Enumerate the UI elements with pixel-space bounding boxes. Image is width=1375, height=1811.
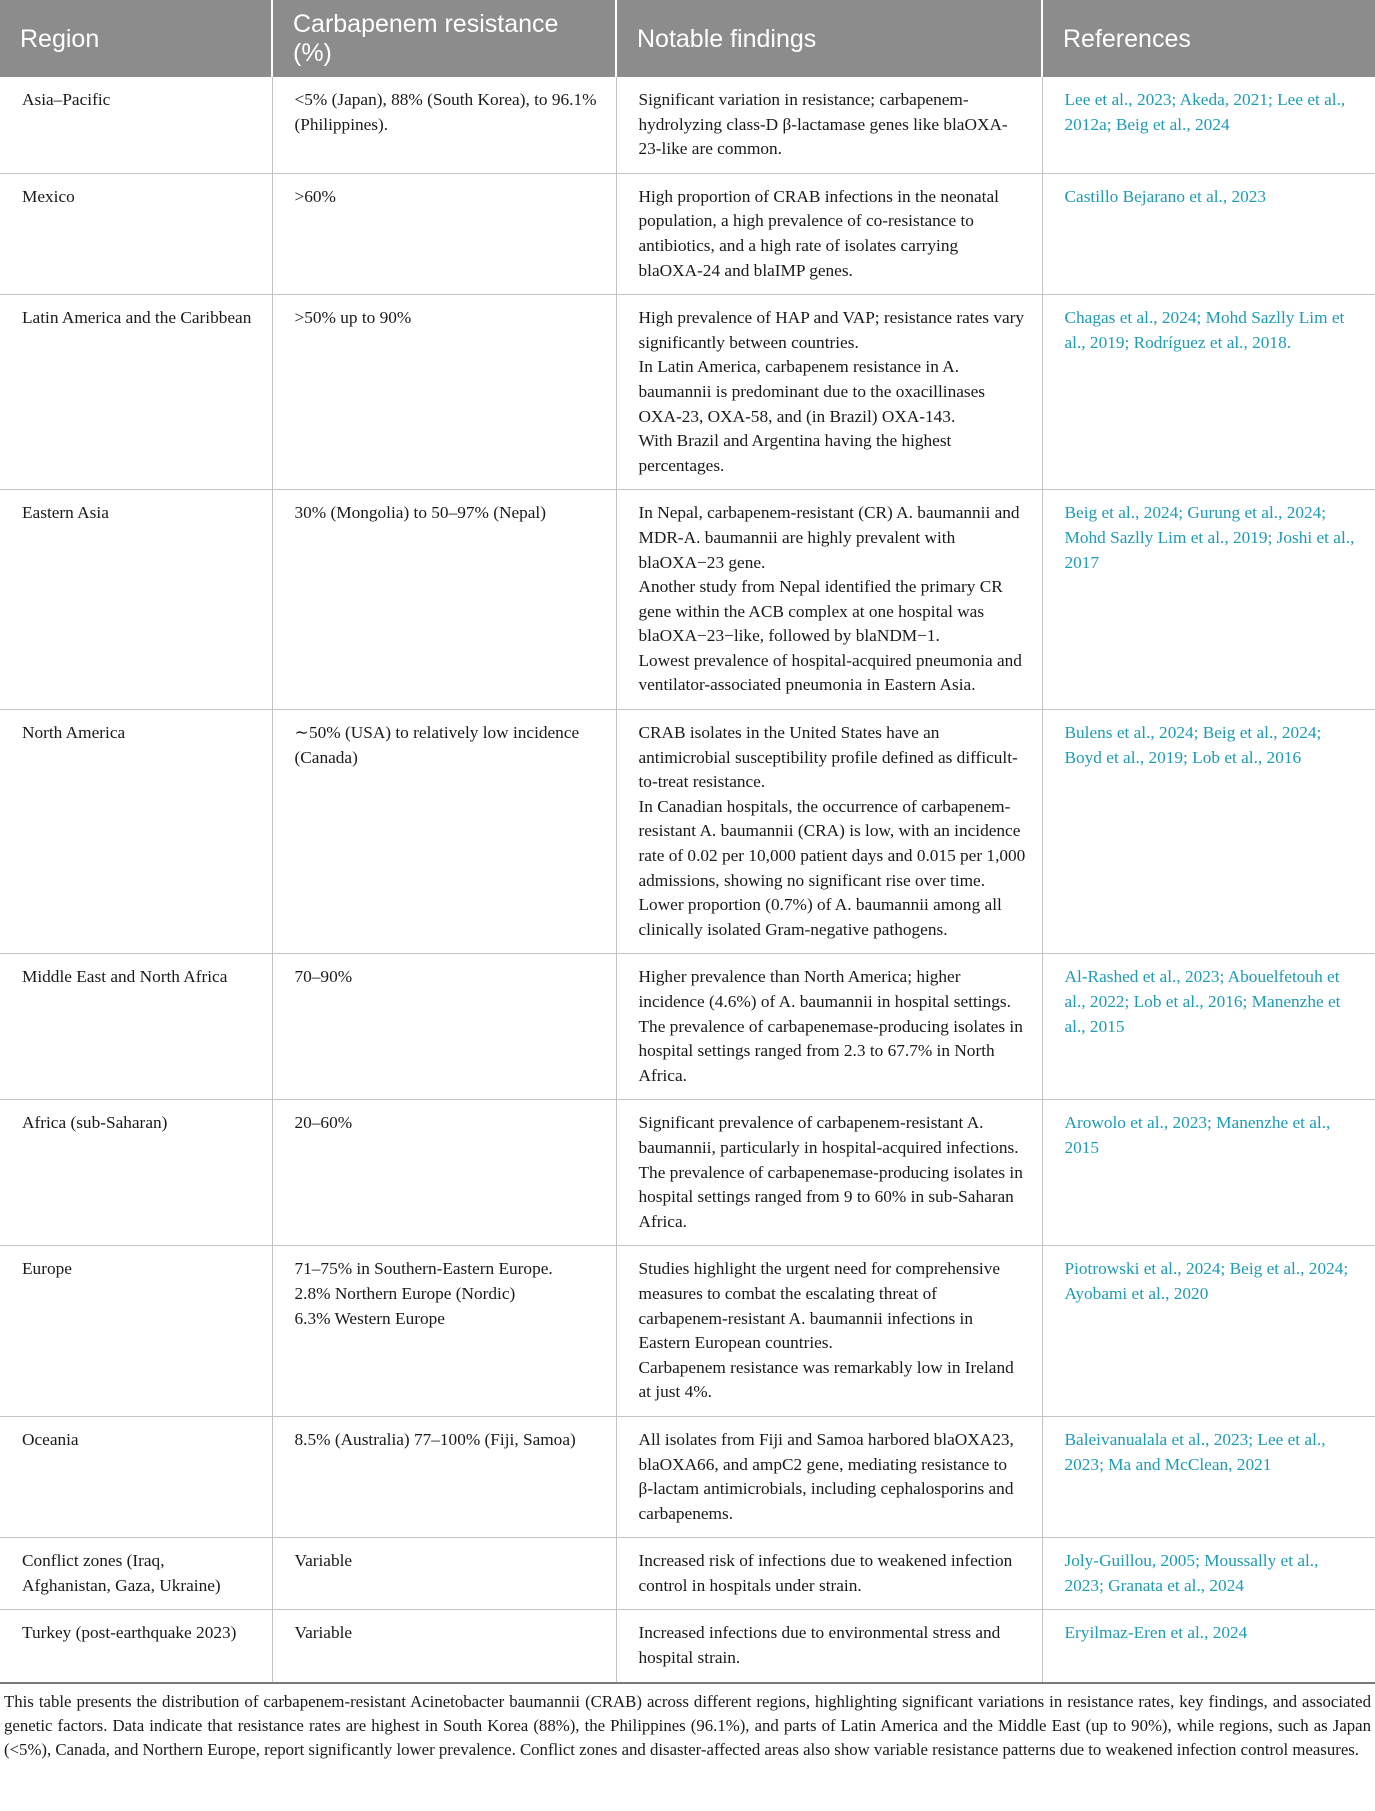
finding-text: Lowest prevalence of hospital-acquired pneumonia and ventilator-associated pneumonia in Eastern Asia. <box>638 650 1022 695</box>
references-cell[interactable]: Piotrowski et al., 2024; Beig et al., 2024; Ayobami et al., 2020 <box>1042 1246 1375 1417</box>
finding-text: All isolates from Fiji and Samoa harbored blaOXA23, blaOXA66, and ampC2 gene, mediating resistance to β-lactam antimicrobials, including cephalosporins and carbapenems. <box>638 1429 1014 1523</box>
references-cell[interactable]: Lee et al., 2023; Akeda, 2021; Lee et al., 2012a; Beig et al., 2024 <box>1042 77 1375 173</box>
finding-text: Carbapenem resistance was remarkably low in Ireland at just 4%. <box>638 1357 1014 1402</box>
region-cell: Turkey (post-earthquake 2023) <box>0 1610 272 1683</box>
finding-text: Lower proportion (0.7%) of A. baumannii among all clinically isolated Gram-negative pathogens. <box>638 895 1002 939</box>
table-row <box>0 710 1375 954</box>
resistance-cell: >50% up to 90% <box>272 295 616 490</box>
findings-cell <box>616 1246 1042 1417</box>
region-cell: Eastern Asia <box>0 490 272 710</box>
findings-cell <box>616 173 1042 294</box>
finding-text: Higher prevalence than North America; higher incidence (4.6%) of A. baumannii in hospital settings. <box>638 967 1011 1011</box>
references-cell[interactable]: Bulens et al., 2024; Beig et al., 2024; Boyd et al., 2019; Lob et al., 2016 <box>1042 710 1375 954</box>
finding-text: With Brazil and Argentina having the highest percentages. <box>638 431 952 475</box>
resistance-line: 2.8% Northern Europe (Nordic) <box>294 1283 516 1303</box>
resistance-cell: 70–90% <box>272 954 616 1100</box>
resistance-cell: <5% (Japan), 88% (South Korea), to 96.1% (Philippines). <box>272 77 616 173</box>
references-cell[interactable]: Joly-Guillou, 2005; Moussally et al., 2023; Granata et al., 2024 <box>1042 1538 1375 1610</box>
table-row <box>0 954 1375 1100</box>
table-footnote: This table presents the distribution of carbapenem-resistant Acinetobacter baumannii (CRAB) across different regions, highlighting significant variations in resistance rates, key findings, and associated genetic factors. Data indicate that resistance rates are highest in South Korea (88%), the Philippines (96.1%), and parts of Latin America and the Middle East (up to 90%), while regions, such as Japan (<5%), Canada, and Northern Europe, report significantly lower prevalence. Conflict zones and disaster-affected areas also show variable resistance patterns due to weakened infection control measures. <box>4 1691 1371 1759</box>
references-cell[interactable]: Chagas et al., 2024; Mohd Sazlly Lim et al., 2019; Rodríguez et al., 2018. <box>1042 295 1375 490</box>
resistance-cell: Variable <box>272 1610 616 1683</box>
finding-text: Significant variation in resistance; carbapenem-hydrolyzing class-D β-lactamase genes like blaOXA-23-like are common. <box>638 90 1008 159</box>
finding-text: In Canadian hospitals, the occurrence of carbapenem-resistant A. baumannii (CRA) is low, with an incidence rate of 0.02 per 10,000 patient days and 0.015 per 1,000 admissions, showing no significant rise over time. <box>638 796 1026 890</box>
finding-text: The prevalence of carbapenemase-producing isolates in hospital settings ranged from 9 to 60% in sub-Saharan Africa. <box>638 1162 1023 1231</box>
findings-cell <box>616 1416 1042 1537</box>
findings-cell <box>616 1100 1042 1246</box>
header-findings: Notable findings <box>616 0 1042 77</box>
region-cell: Middle East and North Africa <box>0 954 272 1100</box>
header-region: Region <box>0 0 272 77</box>
findings-cell <box>616 77 1042 173</box>
header-resistance: Carbapenem resistance (%) <box>272 0 616 77</box>
finding-text: Increased infections due to environmental stress and hospital strain. <box>638 1623 1001 1668</box>
table-row <box>0 1610 1375 1683</box>
region-cell: Oceania <box>0 1416 272 1537</box>
resistance-cell: Variable <box>272 1538 616 1610</box>
table-row <box>0 1416 1375 1537</box>
references-cell[interactable]: Baleivanualala et al., 2023; Lee et al., 2023; Ma and McClean, 2021 <box>1042 1416 1375 1537</box>
references-cell[interactable]: Eryilmaz-Eren et al., 2024 <box>1042 1610 1375 1683</box>
region-cell: Latin America and the Caribbean <box>0 295 272 490</box>
findings-cell <box>616 710 1042 954</box>
finding-text: CRAB isolates in the United States have an antimicrobial susceptibility profile defined as difficult-to-treat resistance. <box>638 723 1018 792</box>
region-cell: Conflict zones (Iraq, Afghanistan, Gaza, Ukraine) <box>0 1538 272 1610</box>
finding-text: High proportion of CRAB infections in the neonatal population, a high prevalence of co-resistance to antibiotics, and a high rate of isolates carrying blaOXA-24 and blaIMP genes. <box>638 186 999 280</box>
finding-text: Significant prevalence of carbapenem-resistant A. baumannii, particularly in hospital-acquired infections. <box>638 1113 1019 1157</box>
region-cell: Africa (sub-Saharan) <box>0 1100 272 1246</box>
references-cell[interactable]: Al-Rashed et al., 2023; Abouelfetouh et al., 2022; Lob et al., 2016; Manenzhe et al., 2015 <box>1042 954 1375 1100</box>
finding-text: In Latin America, carbapenem resistance in A. baumannii is predominant due to the oxacillinases OXA-23, OXA-58, and (in Brazil) OXA-143. <box>638 357 986 426</box>
findings-cell <box>616 954 1042 1100</box>
resistance-line: 6.3% Western Europe <box>294 1308 445 1328</box>
finding-text: Studies highlight the urgent need for comprehensive measures to combat the escalating threat of carbapenem-resistant A. baumannii infections in Eastern European countries. <box>638 1259 1001 1353</box>
header-references: References <box>1042 0 1375 77</box>
findings-cell <box>616 1538 1042 1610</box>
table-row <box>0 295 1375 490</box>
finding-text: Increased risk of infections due to weakened infection control in hospitals under strain. <box>638 1551 1013 1595</box>
finding-text: In Nepal, carbapenem-resistant (CR) A. baumannii and MDR-A. baumannii are highly prevalent with blaOXA−23 gene. <box>638 503 1020 572</box>
findings-cell <box>616 1610 1042 1683</box>
table-row <box>0 1538 1375 1610</box>
table-row <box>0 77 1375 173</box>
region-cell: Europe <box>0 1246 272 1417</box>
references-cell[interactable]: Castillo Bejarano et al., 2023 <box>1042 173 1375 294</box>
findings-cell <box>616 490 1042 710</box>
references-cell[interactable]: Arowolo et al., 2023; Manenzhe et al., 2015 <box>1042 1100 1375 1246</box>
region-cell: Mexico <box>0 173 272 294</box>
findings-cell <box>616 295 1042 490</box>
table-row <box>0 490 1375 710</box>
table-row <box>0 173 1375 294</box>
resistance-cell: >60% <box>272 173 616 294</box>
resistance-line: 71–75% in Southern-Eastern Europe. <box>294 1259 553 1279</box>
references-cell[interactable]: Beig et al., 2024; Gurung et al., 2024; Mohd Sazlly Lim et al., 2019; Joshi et al., 2017 <box>1042 490 1375 710</box>
resistance-cell: 8.5% (Australia) 77–100% (Fiji, Samoa) <box>272 1416 616 1537</box>
resistance-cell: ∼50% (USA) to relatively low incidence (Canada) <box>272 710 616 954</box>
table-row <box>0 1246 1375 1417</box>
table-body <box>0 77 1375 1683</box>
table-row <box>0 1100 1375 1246</box>
table-header <box>0 0 1375 77</box>
finding-text: Another study from Nepal identified the primary CR gene within the ACB complex at one hospital was blaOXA−23−like, followed by blaNDM−1. <box>638 577 1003 646</box>
finding-text: High prevalence of HAP and VAP; resistance rates vary significantly between countries. <box>638 308 1025 352</box>
resistance-cell: 20–60% <box>272 1100 616 1246</box>
resistance-cell: 30% (Mongolia) to 50–97% (Nepal) <box>272 490 616 710</box>
region-cell: Asia–Pacific <box>0 77 272 173</box>
finding-text: The prevalence of carbapenemase-producing isolates in hospital settings ranged from 2.3 to 67.7% in North Africa. <box>638 1016 1023 1085</box>
region-cell: North America <box>0 710 272 954</box>
resistance-cell <box>272 1246 616 1417</box>
